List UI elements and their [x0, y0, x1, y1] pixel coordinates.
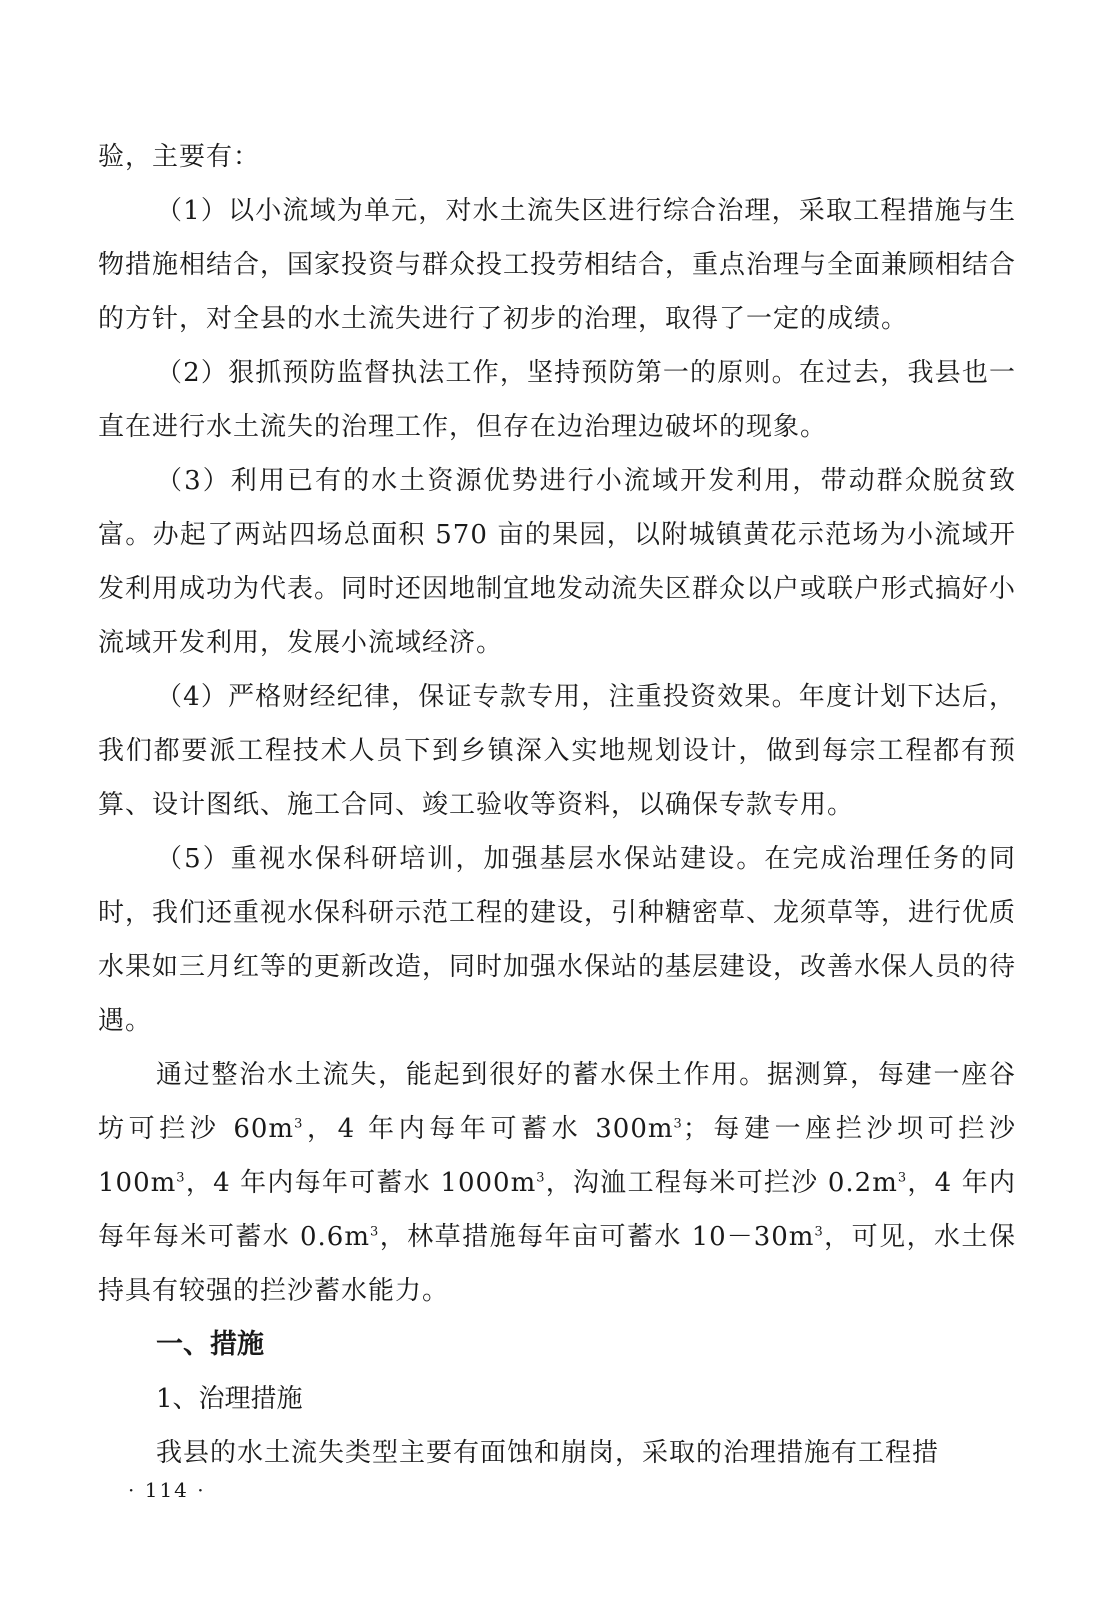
superscript: 3 — [897, 1170, 908, 1186]
superscript: 3 — [176, 1170, 186, 1186]
paragraph-item-5: （5）重视水保科研培训，加强基层水保站建设。在完成治理任务的同时，我们还重视水保科研示范工程的建设，引种糖密草、龙须草等，进行优质水果如三月红等的更新改造，同时加强水保站的基层建设，改善水保人员的待遇。 — [98, 844, 1017, 1036]
measurements-text: ，4 年内每年可蓄水 1000m — [185, 1168, 537, 1198]
measurements-text: ，可见，水土保持具有较强的拦沙蓄水能力。 — [98, 1222, 1016, 1306]
measurements-text: 通过整治水土流失，能起到很好的蓄水保土作用。据测算，每建一座谷坊可拦沙 60m — [98, 1060, 1016, 1144]
paragraph-item-4: （4）严格财经纪律，保证专款专用，注重投资效果。年度计划下达后，我们都要派工程技术人员下到乡镇深入实地规划设计，做到每宗工程都有预算、设计图纸、施工合同、竣工验收等资料，以确保专款专用。 — [98, 682, 1016, 820]
measurements-text: ，林草措施每年亩可蓄水 10－30m — [379, 1222, 815, 1252]
measurements-text: ，4 年内每年每米可蓄水 0.6m — [98, 1168, 1016, 1252]
paragraph-measurements — [98, 1048, 1016, 1318]
measurements-text: ；每建一座拦沙坝可拦沙 100m — [98, 1114, 1016, 1198]
measurements-text: ，4 年内每年可蓄水 300m — [303, 1114, 674, 1144]
superscript: 3 — [294, 1116, 304, 1132]
section-heading: 一、措施 — [156, 1329, 264, 1360]
page-number: · 114 · — [128, 1478, 206, 1502]
body-text — [98, 130, 1016, 1480]
measurements-text: ，沟洫工程每米可拦沙 0.2m — [545, 1168, 898, 1198]
paragraph-continued: 我县的水土流失类型主要有面蚀和崩岗，采取的治理措施有工程措 — [156, 1438, 940, 1468]
paragraph-item-1: （1）以小流域为单元，对水土流失区进行综合治理，采取工程措施与生物措施相结合，国家投资与群众投工投劳相结合，重点治理与全面兼顾相结合的方针，对全县的水土流失进行了初步的治理，取得了一定的成绩。 — [98, 196, 1017, 334]
paragraph-item-2: （2）狠抓预防监督执法工作，坚持预防第一的原则。在过去，我县也一直在进行水土流失的治理工作，但存在边治理边破坏的现象。 — [98, 358, 1016, 442]
superscript: 3 — [370, 1224, 380, 1240]
superscript: 3 — [536, 1170, 546, 1186]
paragraph-intro: 验，主要有： — [98, 142, 261, 172]
superscript: 3 — [814, 1224, 824, 1240]
paragraph-item-3: （3）利用已有的水土资源优势进行小流域开发利用，带动群众脱贫致富。办起了两站四场总面积 570 亩的果园，以附城镇黄花示范场为小流域开发利用成功为代表。同时还因地制宜地发动流失区群众以户或联户形式搞好小流域开发利用，发展小流域经济。 — [98, 466, 1017, 658]
superscript: 3 — [673, 1116, 683, 1132]
subsection-heading: 1、治理措施 — [156, 1384, 303, 1414]
